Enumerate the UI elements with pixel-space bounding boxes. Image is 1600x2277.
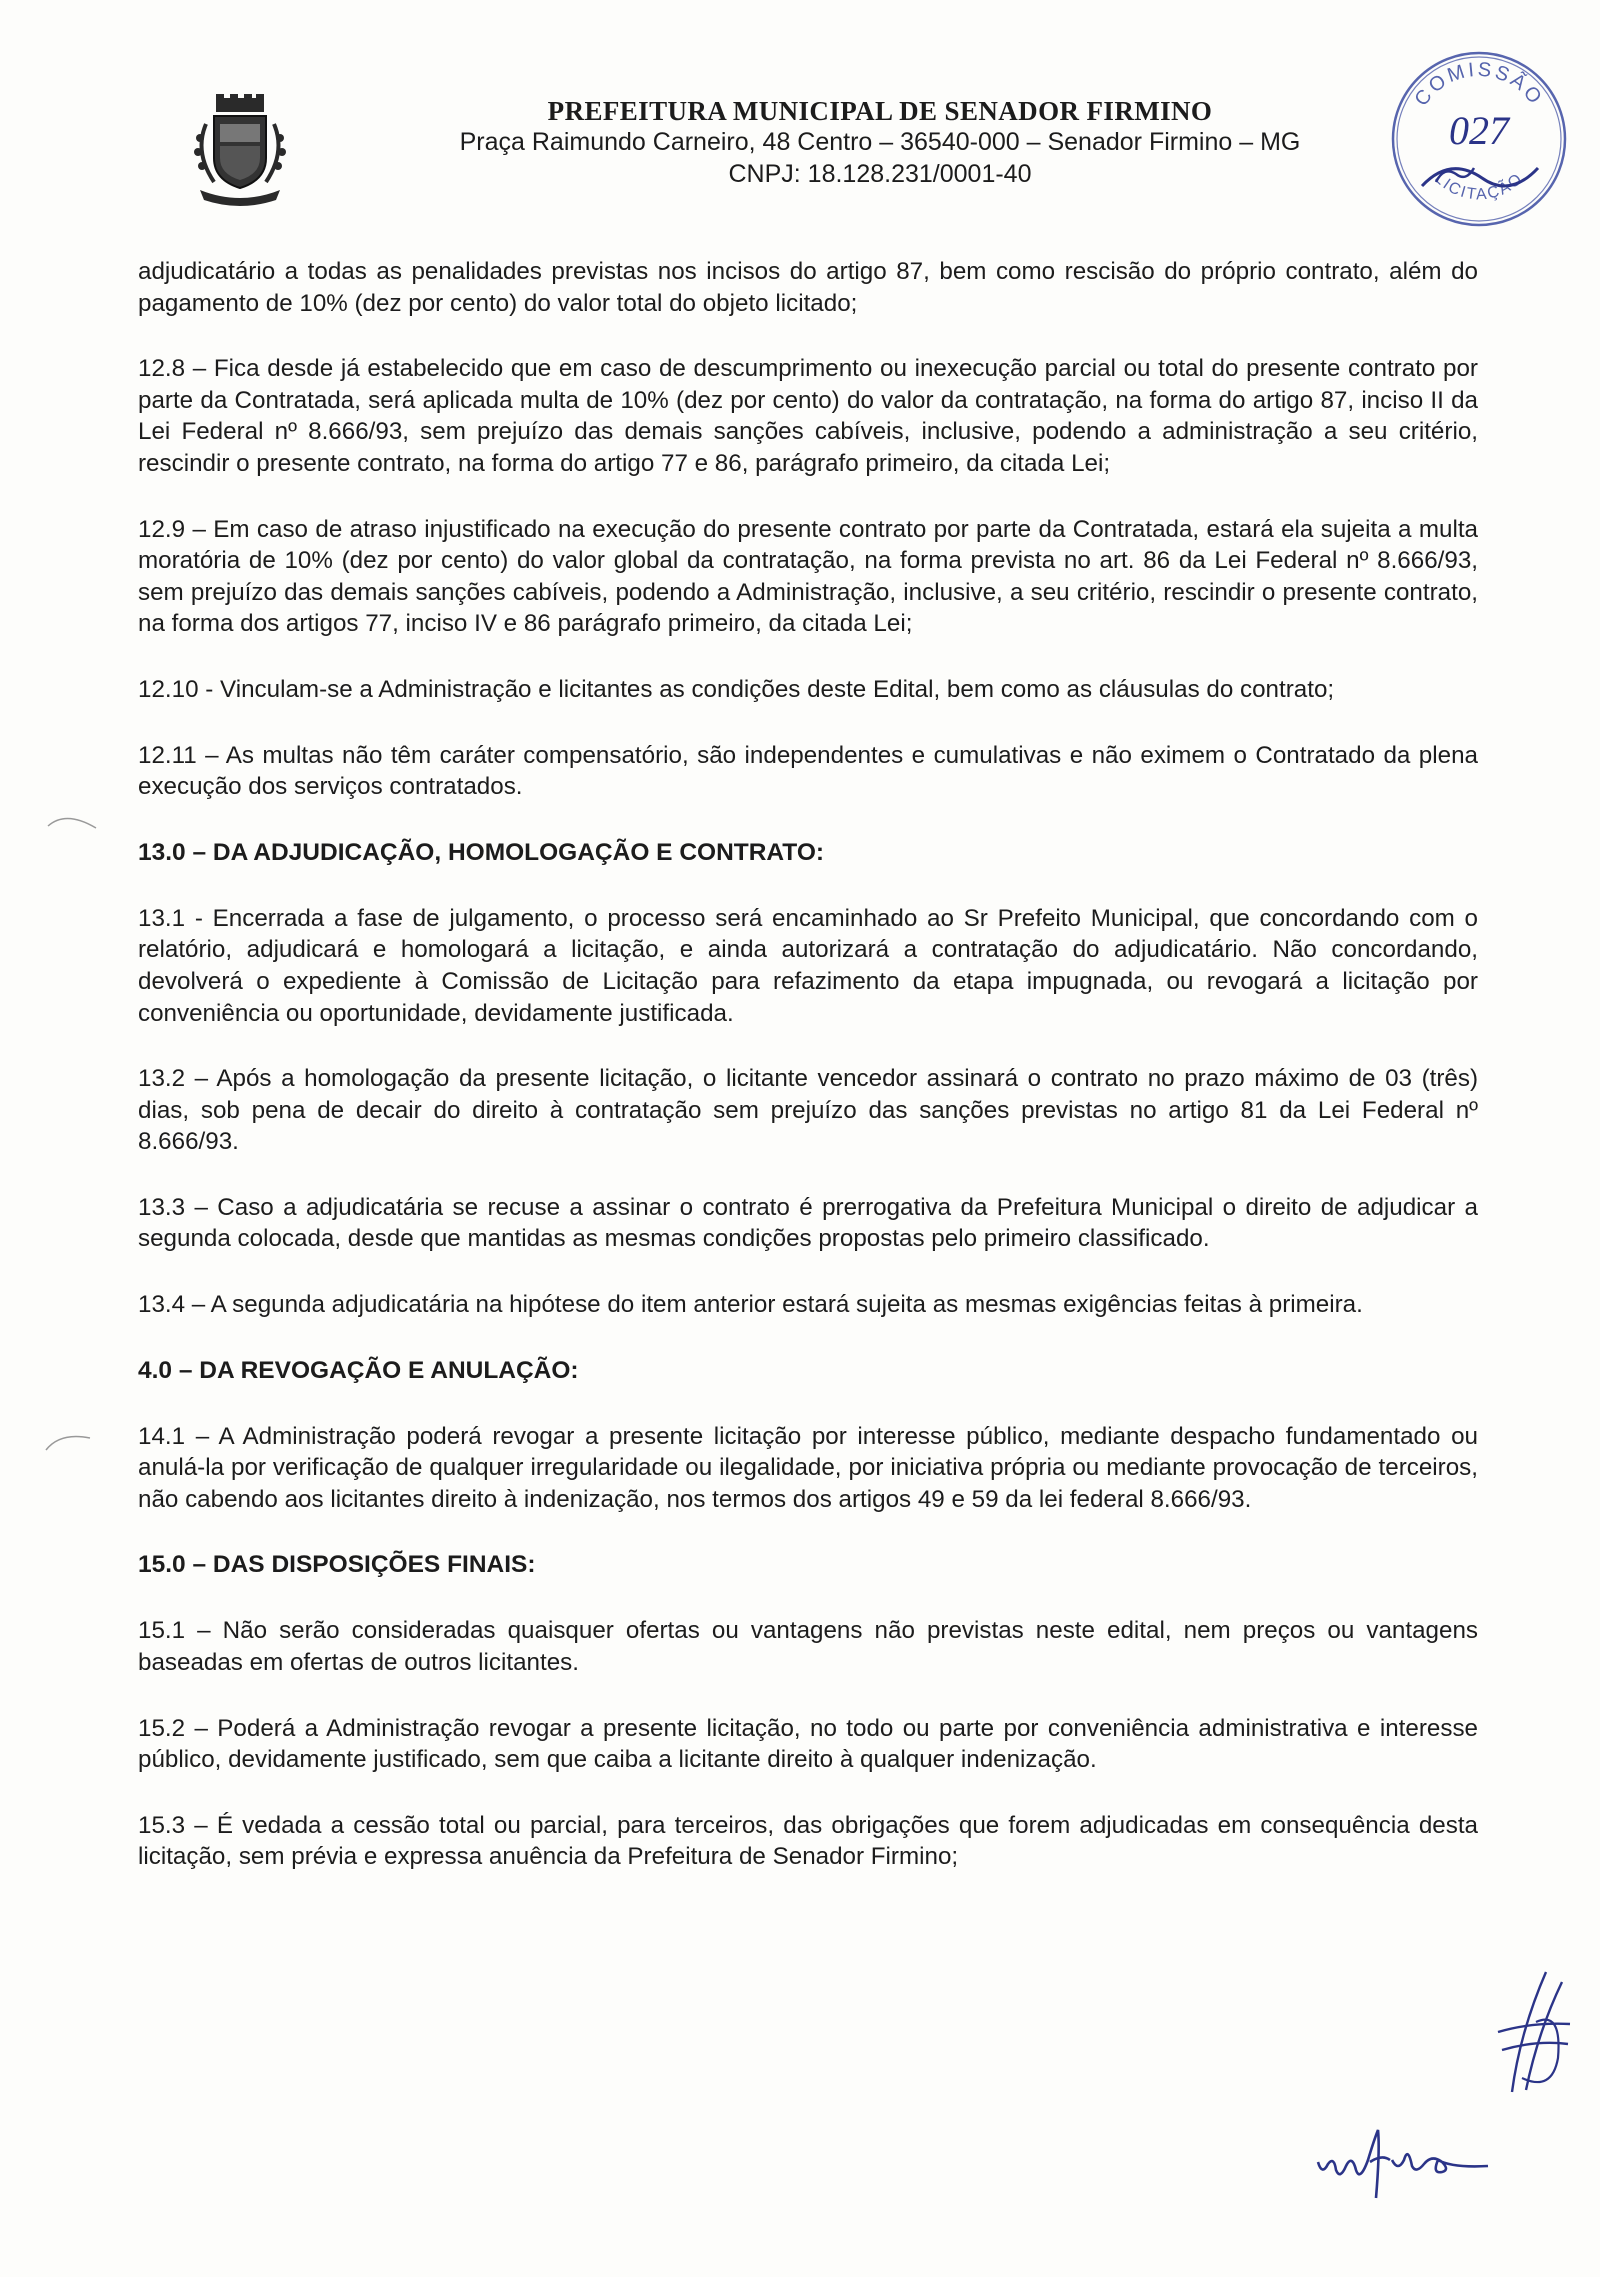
margin-scan-mark-icon [40, 1420, 100, 1460]
paragraph-15-3: 15.3 – É vedada a cessão total ou parcial, para terceiros, das obrigações que forem adjudicadas em consequência desta licitação, sem prévia e expressa anuência da Prefeitura de Senador Firmino; [138, 1811, 1478, 1871]
margin-scan-mark-icon [44, 800, 104, 840]
paragraph-13-1: 13.1 - Encerrada a fase de julgamento, o processo será encaminhado ao Sr Prefeito Municipal, que concordando com o relatório, adjudicará e homologará a licitação, e ainda autorizará a contratação do adjudicatário. Não concordando, devolverá o expediente à Comissão de Licitação para refazimento da etapa impugnada, ou revogará a licitação por conveniência ou oportunidade, devidamente justificada. [138, 904, 1478, 1027]
paragraph-intro: adjudicatário a todas as penalidades previstas nos incisos do artigo 87, bem como rescisão do próprio contrato, além do pagamento de 10% (dez por cento) do valor total do objeto licitado; [138, 258, 1478, 317]
section-heading-13: 13.0 – DA ADJUDICAÇÃO, HOMOLOGAÇÃO E CONTRATO: [138, 838, 825, 866]
paragraph-15-2: 15.2 – Poderá a Administração revogar a presente licitação, no todo ou parte por conveniência administrativa e interesse público, devidamente justificado, sem que caiba a licitante direito à qualquer indenização. [138, 1714, 1478, 1774]
paragraph-12-10: 12.10 - Vinculam-se a Administração e licitantes as condições deste Edital, bem como as cláusulas do contrato; [138, 675, 1335, 703]
municipality-title: PREFEITURA MUNICIPAL DE SENADOR FIRMINO [547, 96, 1213, 126]
commission-stamp [1386, 46, 1572, 232]
stamp-top-text: COMISSÃO [1410, 58, 1548, 111]
section-heading-15: 15.0 – DAS DISPOSIÇÕES FINAIS: [138, 1551, 536, 1579]
handwritten-initials [1492, 1962, 1574, 2102]
municipality-cnpj: CNPJ: 18.128.231/0001-40 [728, 160, 1032, 188]
paragraph-13-2: 13.2 – Após a homologação da presente licitação, o licitante vencedor assinará o contrato no prazo máximo de 03 (três) dias, sob pena de decair do direito à contratação sem prejuízo das sanções previstas no artigo 81 da Lei Federal nº 8.666/93. [138, 1065, 1478, 1156]
stamp-page-number: 027 [1449, 108, 1509, 153]
paragraph-13-4: 13.4 – A segunda adjudicatária na hipótese do item anterior estará sujeita as mesmas exigências feitas à primeira. [138, 1291, 1363, 1319]
paragraph-12-8: 12.8 – Fica desde já estabelecido que em caso de descumprimento ou inexecução parcial ou total do presente contrato por parte da Contratada, será aplicada multa de 10% (dez por cento) do valor da contratação, na forma do artigo 87, inciso II da Lei Federal nº 8.666/93, sem prejuízo das demais sanções cabíveis, inclusive, podendo a administração a seu critério, rescindir o presente contrato, na forma do artigo 77 e 86, parágrafo primeiro, da citada Lei; [138, 355, 1478, 477]
section-heading-14: 4.0 – DA REVOGAÇÃO E ANULAÇÃO: [138, 1356, 579, 1384]
municipality-address: Praça Raimundo Carneiro, 48 Centro – 36540-000 – Senador Firmino – MG [459, 128, 1301, 156]
paragraph-12-9: 12.9 – Em caso de atraso injustificado na execução do presente contrato por parte da Contratada, estará ela sujeita a multa moratória de 10% (dez por cento) do valor global da contratação, na forma prevista no art. 86 da Lei Federal nº 8.666/93, sem prejuízo das demais sanções cabíveis, podendo a Administração, inclusive, a seu critério, rescindir o presente contrato, na forma dos artigos 77, inciso IV e 86 parágrafo primeiro, da citada Lei; [138, 515, 1478, 638]
paragraph-12-11: 12.11 – As multas não têm caráter compensatório, são independentes e cumulativas e não eximem o Contratado da plena execução dos serviços contratados. [138, 741, 1478, 801]
paragraph-14-1: 14.1 – A Administração poderá revogar a presente licitação por interesse público, mediante despacho fundamentado ou anulá-la por verificação de qualquer irregularidade ou ilegalidade, por iniciativa própria ou mediante provocação de terceiros, não cabendo aos licitantes direito à indenização, nos termos dos artigos 49 e 59 da lei federal 8.666/93. [138, 1422, 1478, 1513]
stamp-bottom-text: LICITAÇÃO [1431, 169, 1527, 204]
paragraph-13-3: 13.3 – Caso a adjudicatária se recuse a assinar o contrato é prerrogativa da Prefeitura Municipal o direito de adjudicar a segunda colocada, desde que mantidas as mesmas condições propostas pelo primeiro classificado. [138, 1193, 1478, 1253]
document-body [138, 256, 1478, 1873]
paragraph-15-1: 15.1 – Não serão consideradas quaisquer ofertas ou vantagens não previstas neste edital, nem preços ou vantagens baseadas em ofertas de outros licitantes. [138, 1617, 1478, 1677]
handwritten-signature [1312, 2110, 1492, 2200]
municipal-coat-of-arms-icon [186, 94, 294, 206]
letterhead [0, 88, 1600, 198]
